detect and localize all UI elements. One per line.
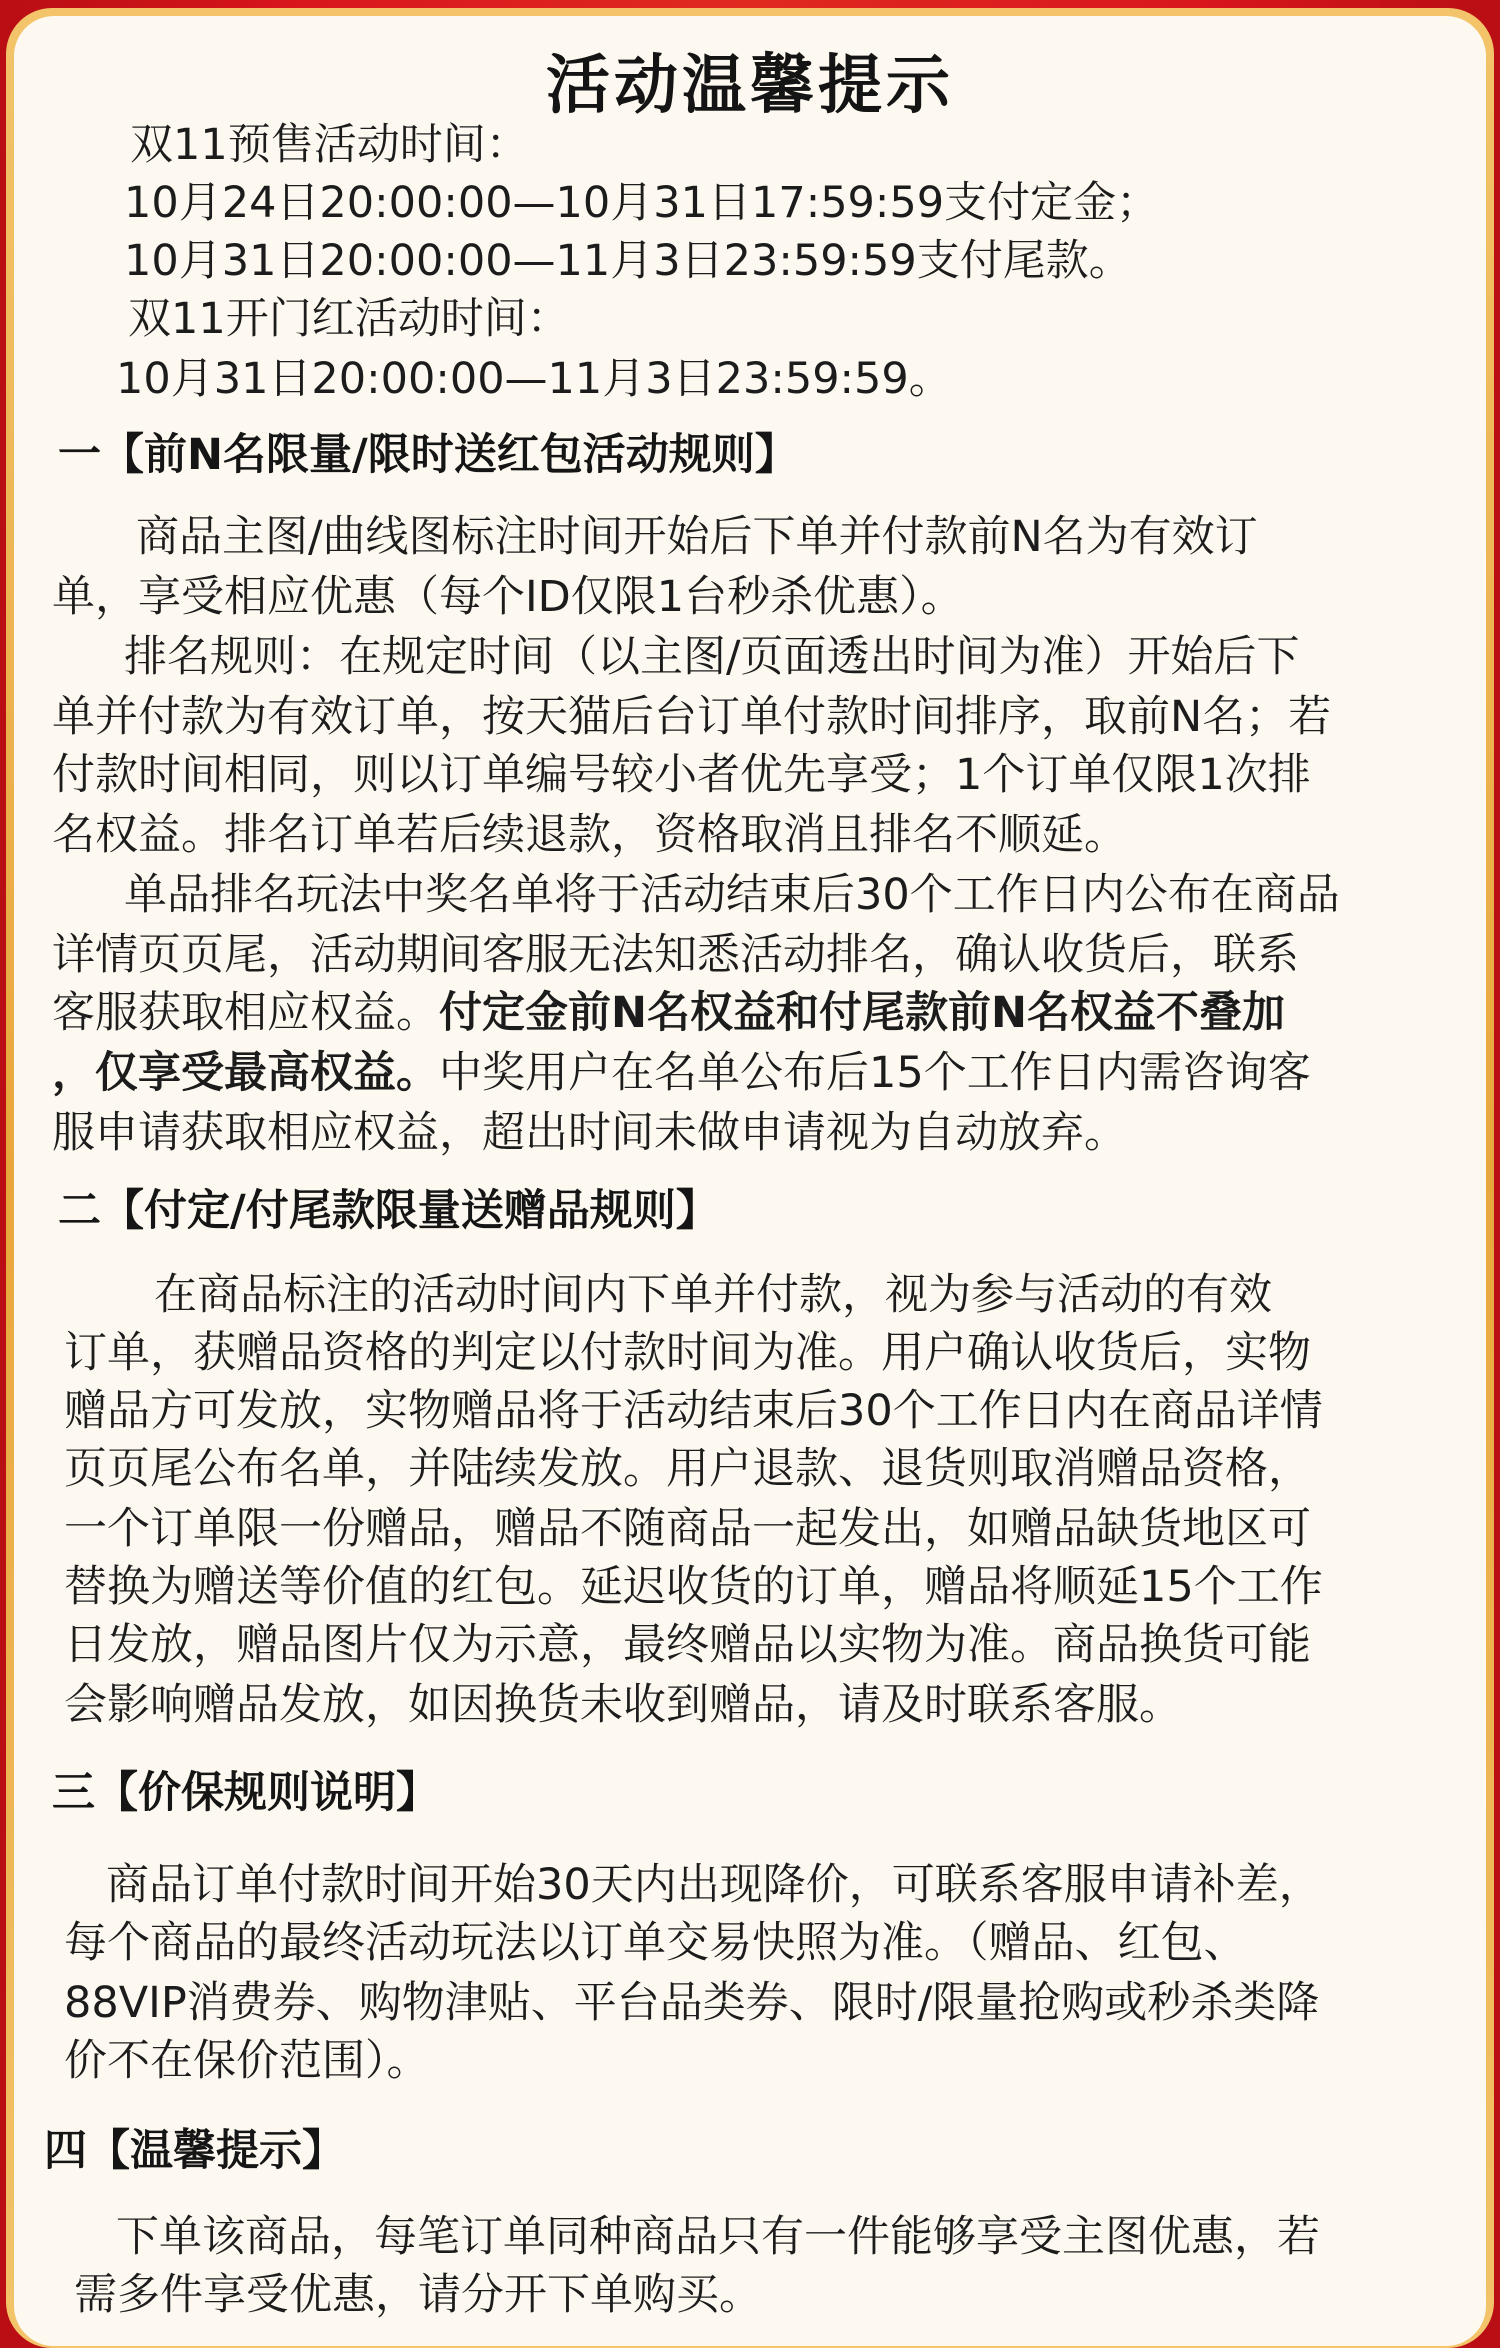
section1-line (52, 984, 1285, 1042)
section1-line: 单品排名玩法中奖名单将于活动结束后30个工作日内公布在商品 (124, 870, 1340, 920)
section1-line: 详情页页尾，活动期间客服无法知悉活动排名，确认收货后，联系 (52, 930, 1299, 980)
notice-card (14, 16, 1486, 2346)
section3-line: 价不在保价范围）。 (64, 2036, 430, 2086)
presale-deposit-time: 10月24日20:00:00—10月31日17:59:59支付定金； (124, 178, 1160, 228)
section1-line: 商品主图/曲线图标注时间开始后下单并付款前N名为有效订 (136, 512, 1258, 562)
section4-heading: 四【温馨提示】 (44, 2126, 345, 2176)
section1-bold-text: 付定金前N名权益和付尾款前N名权益不叠加 (439, 988, 1285, 1038)
section1-line: 单并付款为有效订单，按天猫后台订单付款时间排序，取前N名；若 (52, 692, 1332, 742)
section3-line: 商品订单付款时间开始30天内出现降价，可联系客服申请补差， (106, 1860, 1322, 1910)
section3-line: 每个商品的最终活动玩法以订单交易快照为准。（赠品、红包、 (64, 1918, 1247, 1968)
section4-line: 下单该商品，每笔订单同种商品只有一件能够享受主图优惠，若 (116, 2212, 1320, 2262)
page-title: 活动温馨提示 (546, 49, 954, 123)
section1-text: 客服获取相应权益。 (52, 988, 439, 1038)
kaimen-time: 10月31日20:00:00—11月3日23:59:59。 (116, 354, 952, 404)
section1-text: 中奖用户在名单公布后15个工作日内需咨询客 (439, 1048, 1311, 1098)
section1-line: 排名规则：在规定时间（以主图/页面透出时间为准）开始后下 (124, 632, 1300, 682)
presale-label: 双11预售活动时间： (130, 120, 529, 170)
section4-line: 需多件享受优惠，请分开下单购买。 (74, 2270, 762, 2320)
section3-line: 88VIP消费券、购物津贴、平台品类券、限时/限量抢购或秒杀类降 (64, 1978, 1320, 2028)
section1-heading: 一【前N名限量/限时送红包活动规则】 (58, 430, 798, 480)
section2-line: 页页尾公布名单，并陆续发放。用户退款、退货则取消赠品资格， (64, 1444, 1311, 1494)
kaimen-label: 双11开门红活动时间： (128, 294, 570, 344)
section1-line: 服申请获取相应权益，超出时间未做申请视为自动放弃。 (52, 1108, 1127, 1158)
section2-line: 日发放，赠品图片仅为示意，最终赠品以实物为准。商品换货可能 (64, 1620, 1311, 1670)
section1-line: 名权益。排名订单若后续退款，资格取消且排名不顺延。 (52, 810, 1127, 860)
section1-line: 付款时间相同，则以订单编号较小者优先享受；1个订单仅限1次排 (52, 750, 1311, 800)
section2-heading: 二【付定/付尾款限量送赠品规则】 (58, 1186, 719, 1236)
section2-line: 会影响赠品发放，如因换货未收到赠品，请及时联系客服。 (64, 1680, 1182, 1730)
section1-line: 单，享受相应优惠（每个ID仅限1台秒杀优惠）。 (52, 572, 964, 622)
section1-bold-text: ，仅享受最高权益。 (52, 1048, 439, 1098)
section2-line: 在商品标注的活动时间内下单并付款，视为参与活动的有效 (154, 1270, 1272, 1320)
section2-line: 订单，获赠品资格的判定以付款时间为准。用户确认收货后，实物 (64, 1328, 1311, 1378)
presale-balance-time: 10月31日20:00:00—11月3日23:59:59支付尾款。 (124, 236, 1132, 286)
section1-line (52, 1044, 1311, 1102)
section3-heading: 三【价保规则说明】 (52, 1768, 439, 1818)
section2-line: 一个订单限一份赠品，赠品不随商品一起发出，如赠品缺货地区可 (64, 1504, 1311, 1554)
section2-line: 替换为赠送等价值的红包。延迟收货的订单，赠品将顺延15个工作 (64, 1562, 1323, 1612)
section2-line: 赠品方可发放，实物赠品将于活动结束后30个工作日内在商品详情 (64, 1386, 1323, 1436)
